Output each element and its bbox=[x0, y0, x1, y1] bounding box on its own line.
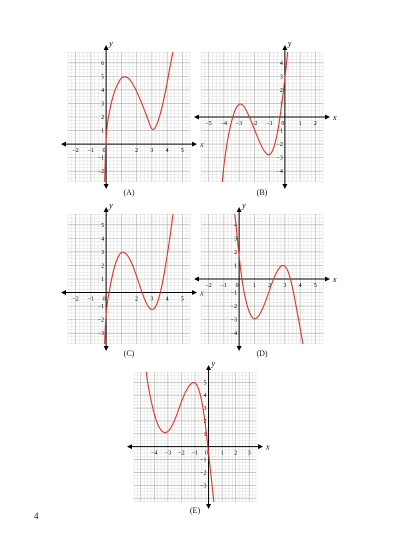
x-tick-label: 4 bbox=[298, 283, 302, 289]
graph-panel-1 bbox=[68, 39, 204, 182]
y-axis-label: y bbox=[242, 201, 246, 210]
y-tick-label: −3 bbox=[97, 331, 105, 338]
x-axis-arrow-right bbox=[325, 115, 330, 120]
x-tick-label: 2 bbox=[268, 283, 272, 289]
x-tick-label: 1 bbox=[220, 450, 224, 457]
graph-panel-2 bbox=[201, 39, 337, 182]
y-tick-label: −2 bbox=[97, 317, 105, 324]
y-tick-label: 2 bbox=[203, 418, 207, 425]
y-tick-label: −1 bbox=[276, 128, 283, 135]
y-tick-label: 4 bbox=[101, 87, 105, 94]
y-tick-label: −3 bbox=[200, 483, 207, 490]
graph-svg bbox=[68, 201, 204, 344]
function-curve bbox=[102, 213, 174, 344]
y-tick-label: −4 bbox=[230, 331, 238, 338]
x-tick-label: −1 bbox=[87, 296, 95, 303]
y-tick-label: 3 bbox=[234, 236, 238, 243]
y-tick-label: 2 bbox=[101, 115, 105, 121]
x-tick-label: 1 bbox=[298, 121, 302, 127]
x-tick-label: 0 bbox=[102, 148, 106, 155]
x-axis-arrow-right bbox=[258, 444, 263, 449]
graph-panel-3 bbox=[68, 201, 204, 344]
y-tick-label: 4 bbox=[279, 60, 283, 67]
x-tick-label: −4 bbox=[220, 121, 228, 127]
x-tick-label: 2 bbox=[313, 121, 317, 127]
graph-svg bbox=[201, 201, 337, 344]
x-axis-arrow-left bbox=[61, 142, 66, 147]
y-tick-label: 2 bbox=[234, 249, 238, 256]
x-tick-label: −3 bbox=[235, 121, 243, 127]
function-curve bbox=[222, 49, 288, 182]
y-tick-label: 6 bbox=[101, 60, 105, 67]
x-tick-label: −1 bbox=[191, 450, 199, 457]
x-axis-arrow-right bbox=[192, 290, 197, 295]
y-axis-arrow-down bbox=[104, 346, 109, 351]
x-tick-label: 4 bbox=[165, 296, 169, 303]
x-axis-arrow-left bbox=[194, 115, 199, 120]
y-tick-label: 3 bbox=[101, 101, 105, 108]
y-tick-label: −1 bbox=[97, 304, 105, 311]
y-tick-label: −1 bbox=[97, 155, 105, 162]
graph-caption: (C) bbox=[123, 349, 135, 358]
y-tick-label: −4 bbox=[276, 169, 283, 176]
x-axis-arrow-left bbox=[194, 277, 199, 282]
graph-panel-5 bbox=[134, 359, 270, 502]
x-tick-label: 3 bbox=[150, 296, 154, 303]
x-tick-label: 0 bbox=[281, 121, 285, 127]
y-tick-label: 1 bbox=[203, 431, 207, 438]
x-tick-label: 2 bbox=[135, 296, 139, 303]
y-axis-arrow-up bbox=[206, 365, 211, 370]
x-tick-label: −1 bbox=[220, 283, 228, 289]
y-tick-label: 1 bbox=[279, 101, 283, 108]
grid bbox=[134, 372, 256, 502]
x-tick-label: 3 bbox=[283, 283, 287, 289]
x-tick-label: 4 bbox=[165, 148, 169, 155]
x-tick-label: −2 bbox=[205, 283, 212, 289]
y-axis-label: y bbox=[109, 39, 113, 48]
page-number: 4 bbox=[34, 511, 39, 521]
y-axis-arrow-down bbox=[104, 184, 109, 189]
graph-caption: (E) bbox=[189, 506, 201, 515]
x-axis-label: x bbox=[200, 140, 204, 150]
y-axis-arrow-down bbox=[282, 184, 287, 189]
x-tick-label: 3 bbox=[247, 450, 251, 457]
y-axis-label: y bbox=[211, 359, 216, 368]
function-curve bbox=[102, 51, 174, 182]
y-tick-label: −2 bbox=[276, 142, 283, 149]
x-tick-label: 2 bbox=[135, 148, 139, 155]
y-axis-arrow-down bbox=[237, 346, 242, 351]
x-tick-label: 3 bbox=[150, 148, 154, 155]
y-tick-label: 4 bbox=[234, 222, 238, 229]
y-tick-label: 5 bbox=[101, 74, 105, 81]
y-axis-label: y bbox=[109, 201, 113, 210]
graph-caption: (D) bbox=[256, 349, 268, 358]
y-tick-label: 3 bbox=[279, 74, 283, 81]
y-tick-label: 5 bbox=[101, 222, 105, 229]
y-tick-label: 5 bbox=[203, 380, 207, 387]
x-tick-label: 0 bbox=[205, 450, 209, 457]
graph-svg bbox=[68, 39, 204, 182]
x-axis-label: x bbox=[333, 275, 337, 284]
x-tick-label: −2 bbox=[251, 121, 258, 127]
y-tick-label: 4 bbox=[101, 236, 105, 243]
x-axis-arrow-left bbox=[61, 290, 66, 295]
x-tick-label: 5 bbox=[180, 148, 184, 155]
y-axis-label: y bbox=[287, 39, 292, 48]
y-axis-arrow-up bbox=[104, 207, 109, 212]
x-tick-label: −2 bbox=[72, 296, 79, 303]
y-tick-label: −2 bbox=[97, 169, 105, 176]
graph-svg bbox=[134, 359, 270, 502]
x-axis-arrow-right bbox=[192, 142, 197, 147]
y-tick-label: 4 bbox=[203, 393, 207, 400]
x-tick-label: 0 bbox=[235, 283, 239, 289]
x-tick-label: 2 bbox=[234, 450, 238, 457]
x-tick-label: −1 bbox=[87, 148, 95, 155]
x-tick-label: −2 bbox=[72, 148, 79, 155]
x-axis-arrow-right bbox=[325, 277, 330, 282]
y-tick-label: −2 bbox=[230, 304, 238, 311]
y-tick-label: −2 bbox=[200, 470, 207, 477]
y-tick-label: 1 bbox=[101, 277, 105, 283]
y-axis-arrow-up bbox=[104, 45, 109, 50]
graph-svg bbox=[201, 39, 337, 182]
graph-caption: (B) bbox=[256, 188, 268, 197]
y-axis-arrow-up bbox=[282, 45, 287, 50]
grid bbox=[68, 214, 190, 344]
x-tick-label: −1 bbox=[266, 121, 273, 127]
graph-caption: (A) bbox=[123, 188, 135, 197]
x-tick-label: 0 bbox=[102, 296, 106, 303]
y-tick-label: 1 bbox=[101, 128, 105, 135]
y-tick-label: 3 bbox=[101, 249, 105, 256]
x-tick-label: 1 bbox=[252, 283, 256, 289]
graph-panel-4 bbox=[201, 201, 337, 344]
x-tick-label: 5 bbox=[180, 296, 184, 303]
y-tick-label: −1 bbox=[230, 290, 238, 297]
y-tick-label: −3 bbox=[276, 155, 283, 162]
y-tick-label: 2 bbox=[101, 263, 105, 270]
x-axis-label: x bbox=[200, 288, 204, 298]
y-tick-label: 2 bbox=[279, 87, 283, 94]
x-tick-label: −5 bbox=[205, 121, 212, 127]
x-tick-label: −4 bbox=[151, 450, 158, 457]
y-tick-label: −1 bbox=[200, 457, 207, 464]
y-tick-label: 1 bbox=[234, 263, 238, 270]
x-axis-label: x bbox=[333, 113, 337, 122]
x-axis-label: x bbox=[266, 442, 270, 452]
y-tick-label: 3 bbox=[203, 406, 207, 413]
y-tick-label: −3 bbox=[230, 317, 238, 324]
x-tick-label: −3 bbox=[164, 450, 172, 457]
grid bbox=[68, 52, 190, 182]
x-tick-label: −2 bbox=[178, 450, 185, 457]
x-axis-arrow-left bbox=[127, 444, 132, 449]
y-axis-arrow-up bbox=[237, 207, 242, 212]
x-tick-label: 5 bbox=[313, 283, 317, 289]
